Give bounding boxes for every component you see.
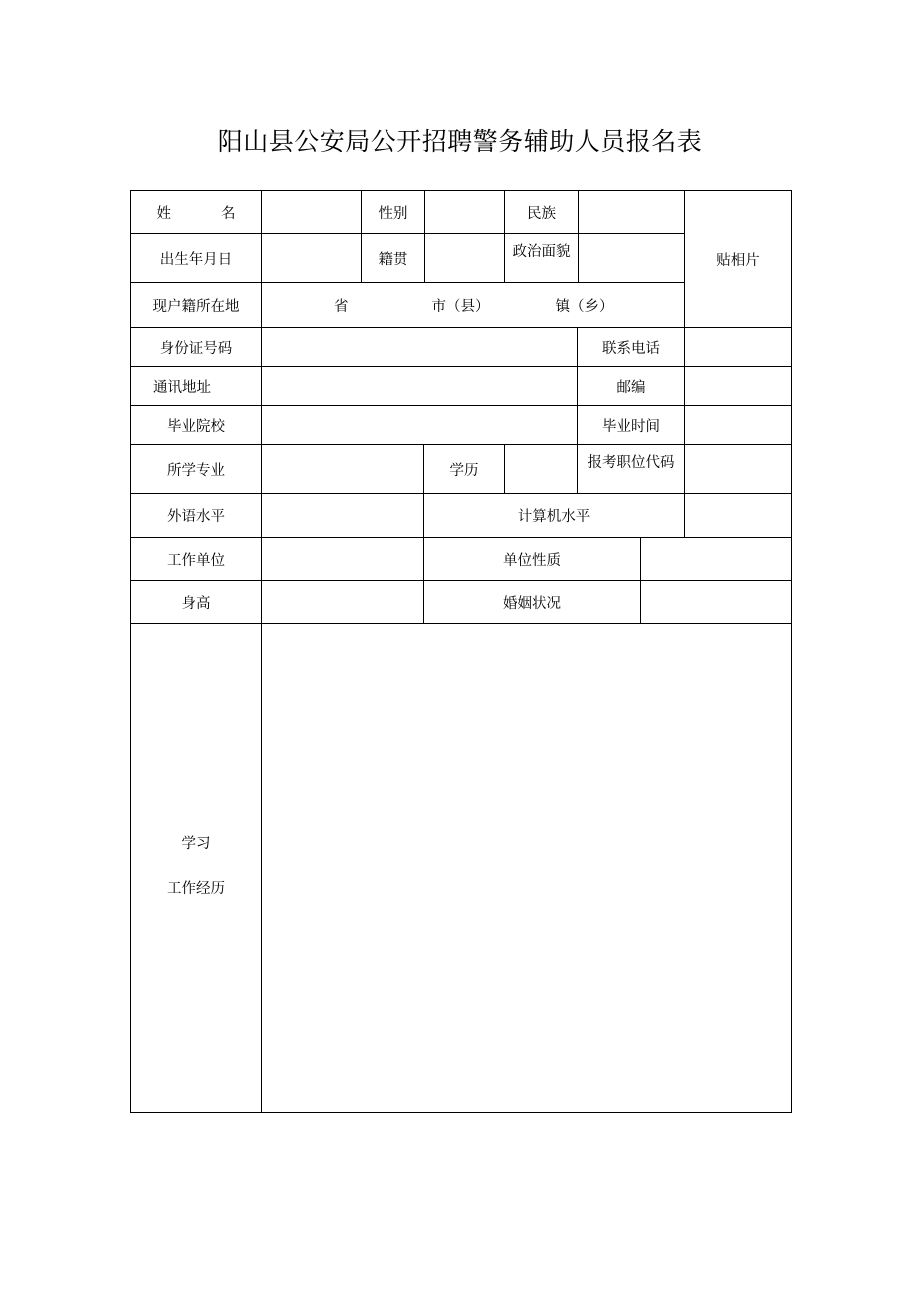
history-field[interactable] (261, 623, 792, 1113)
residence-field[interactable] (261, 282, 685, 328)
postcode-label: 邮编 (577, 366, 685, 406)
residence-label: 现户籍所在地 (130, 282, 262, 328)
phone-label: 联系电话 (577, 327, 685, 367)
native-place-label: 籍贯 (361, 233, 425, 283)
gender-label: 性别 (361, 190, 425, 234)
employer-type-label: 单位性质 (423, 537, 641, 581)
marital-field[interactable] (640, 580, 792, 624)
photo-box[interactable]: 贴相片 (684, 190, 792, 328)
phone-field[interactable] (684, 327, 792, 367)
town-text: 镇（乡） (555, 298, 614, 315)
employer-label: 工作单位 (130, 537, 262, 581)
address-field[interactable] (261, 366, 578, 406)
height-label: 身高 (130, 580, 262, 624)
education-field[interactable] (504, 444, 578, 494)
native-place-field[interactable] (424, 233, 505, 283)
ethnicity-field[interactable] (578, 190, 685, 234)
language-field[interactable] (261, 493, 424, 538)
employer-type-field[interactable] (640, 537, 792, 581)
marital-label: 婚姻状况 (423, 580, 641, 624)
id-number-field[interactable] (261, 327, 578, 367)
birth-label: 出生年月日 (130, 233, 262, 283)
ethnicity-label: 民族 (504, 190, 579, 234)
computer-field[interactable] (684, 493, 792, 538)
position-code-field[interactable] (684, 444, 792, 494)
registration-form (130, 190, 792, 1113)
employer-field[interactable] (261, 537, 424, 581)
page-title: 阳山县公安局公开招聘警务辅助人员报名表 (217, 127, 703, 156)
postcode-field[interactable] (684, 366, 792, 406)
city-text: 市（县） (431, 298, 490, 315)
grad-time-field[interactable] (684, 405, 792, 445)
major-label: 所学专业 (130, 444, 262, 494)
grad-time-label: 毕业时间 (577, 405, 685, 445)
address-label: 通讯地址 (130, 366, 262, 406)
height-field[interactable] (261, 580, 424, 624)
name-label: 姓 名 (130, 190, 262, 234)
position-code-label: 报考职位代码 (577, 444, 685, 494)
school-field[interactable] (261, 405, 578, 445)
school-label: 毕业院校 (130, 405, 262, 445)
education-label: 学历 (423, 444, 505, 494)
province-text: 省 (334, 298, 349, 315)
computer-label: 计算机水平 (423, 493, 685, 538)
political-field[interactable] (578, 233, 685, 283)
language-label: 外语水平 (130, 493, 262, 538)
name-field[interactable] (261, 190, 362, 234)
history-label: 学习 工作经历 (130, 623, 262, 1113)
political-label: 政治面貌 (504, 233, 579, 283)
id-number-label: 身份证号码 (130, 327, 262, 367)
birth-field[interactable] (261, 233, 362, 283)
major-field[interactable] (261, 444, 424, 494)
gender-field[interactable] (424, 190, 505, 234)
